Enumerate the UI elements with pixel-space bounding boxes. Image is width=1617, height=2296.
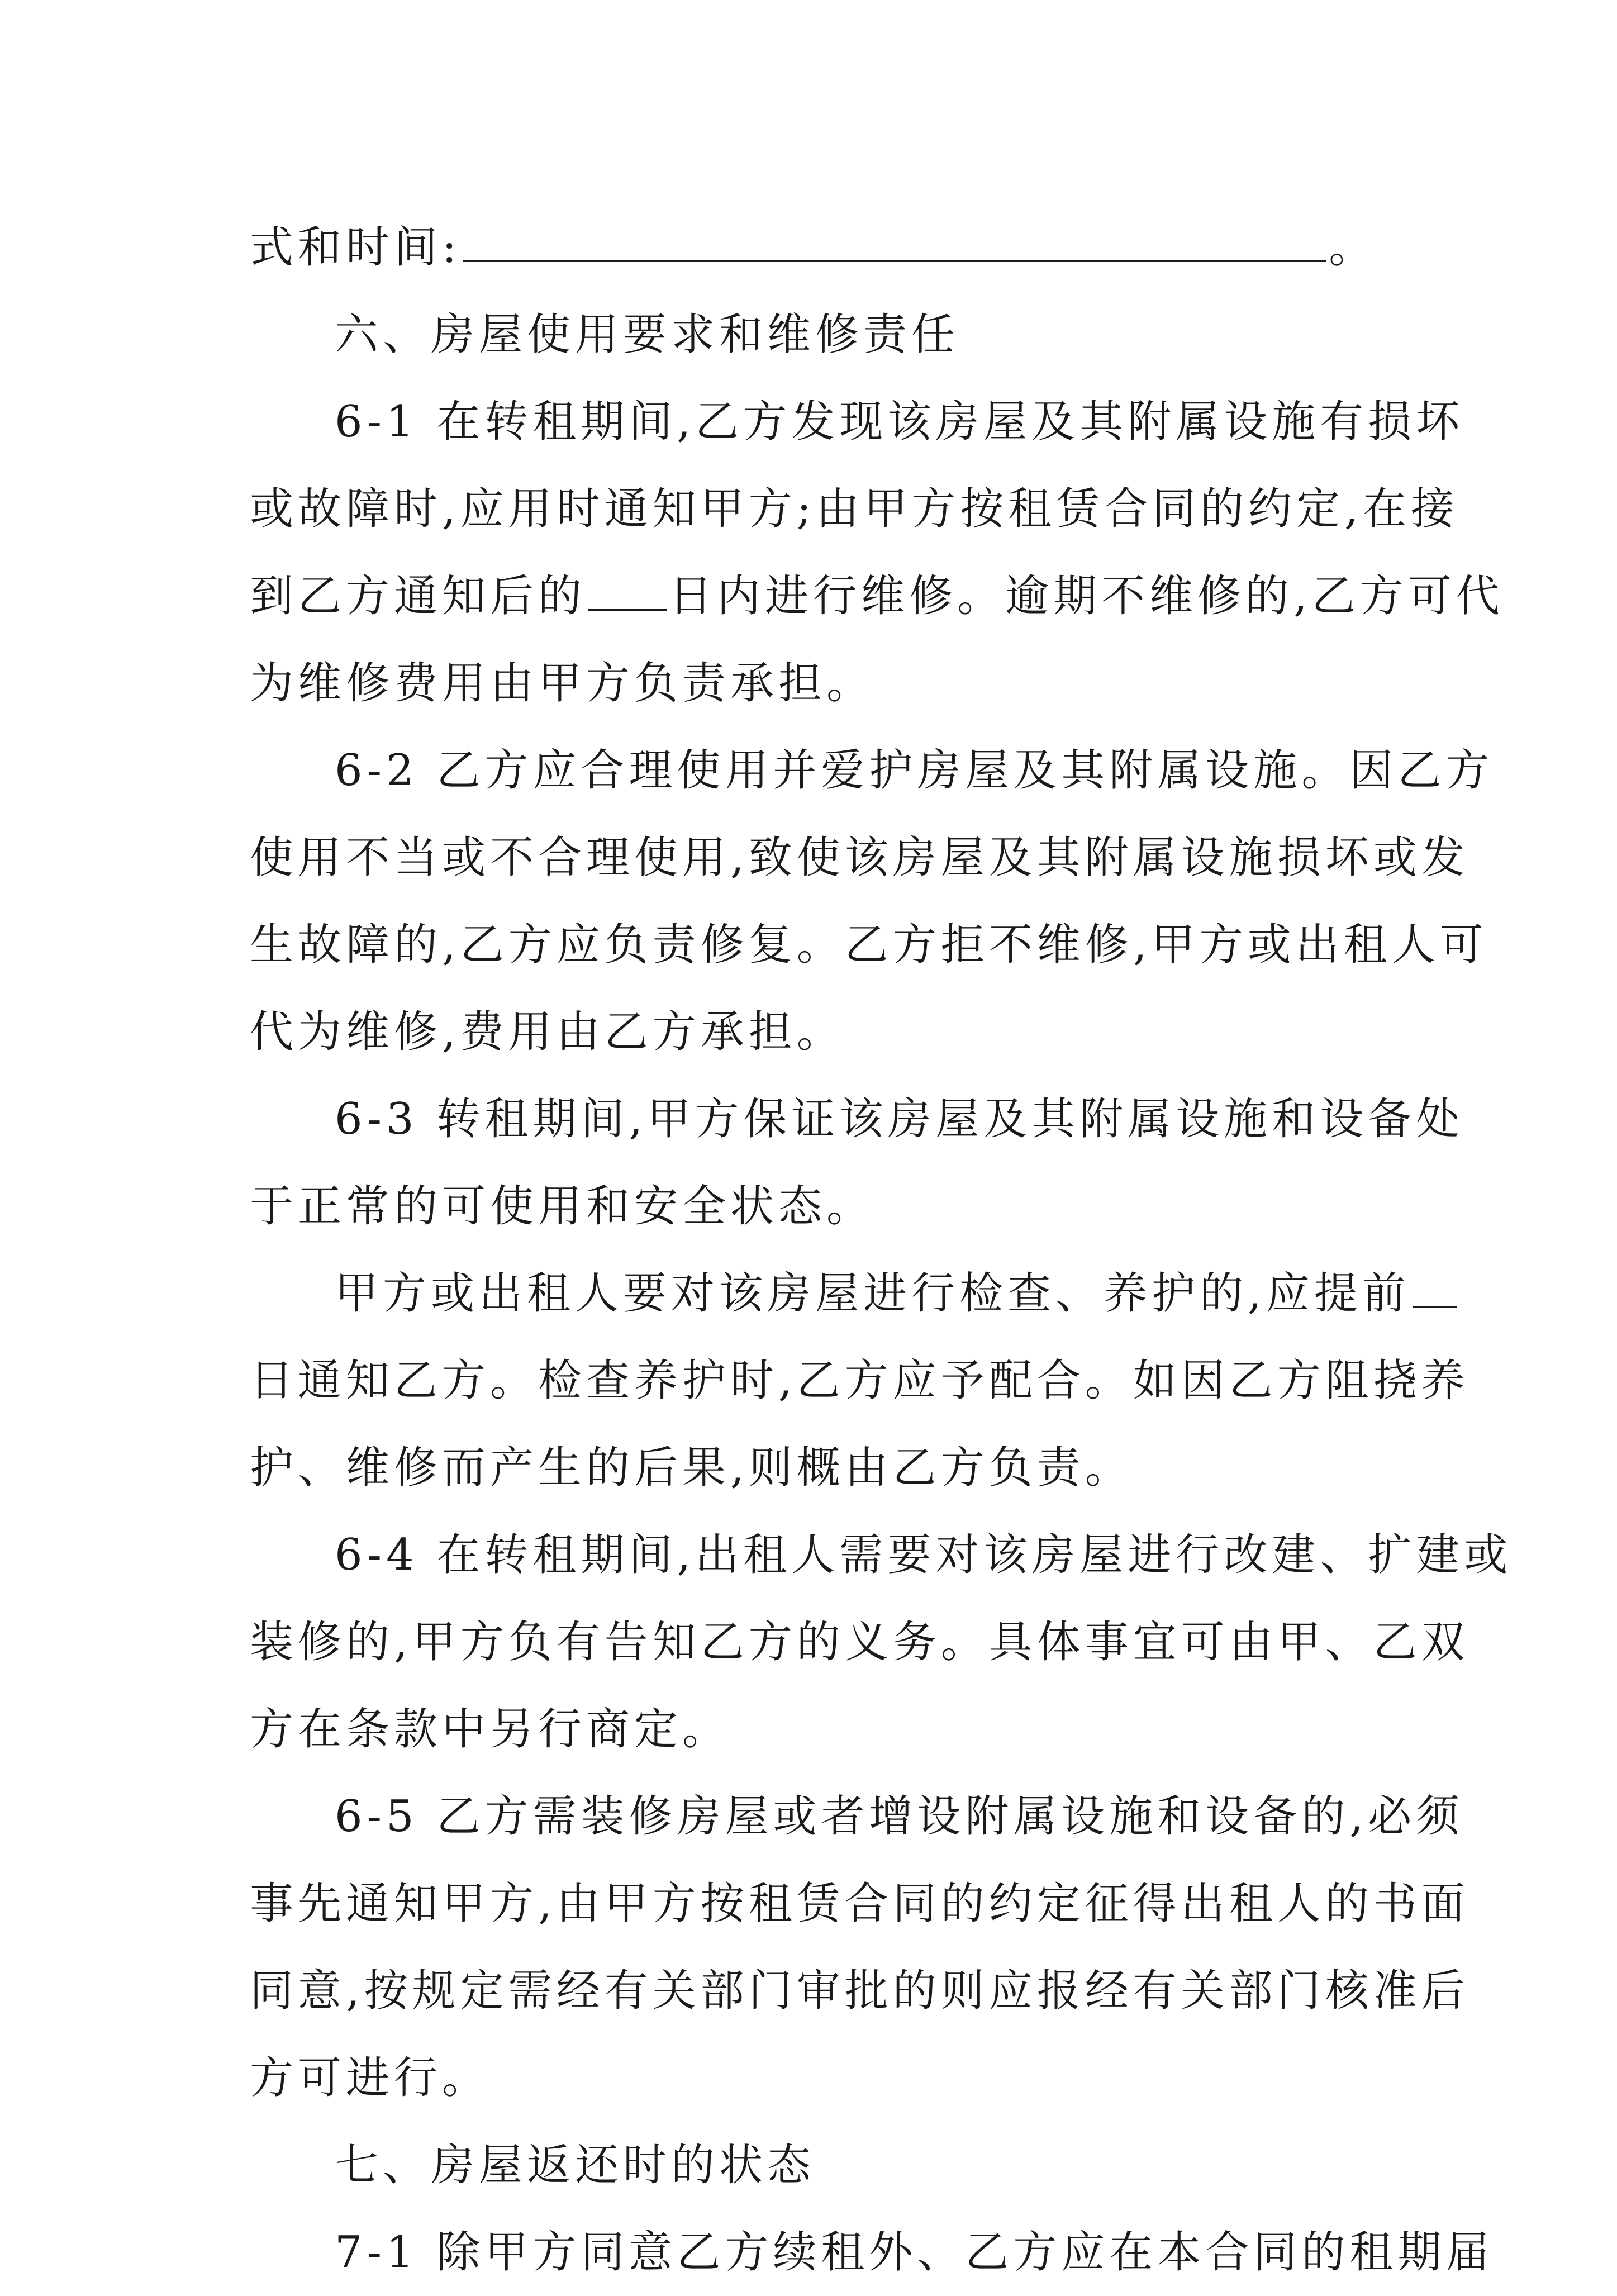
text-line: 生故障的,乙方应负责修复。乙方拒不维修,甲方或出租人可 xyxy=(250,920,1488,970)
text-line: 为维修费用由甲方负责承担。 xyxy=(250,658,875,709)
fill-in-blank xyxy=(463,225,1326,262)
text-line: 方在条款中另行商定。 xyxy=(250,1704,731,1755)
text-line: 使用不当或不合理使用,致使该房屋及其附属设施损坏或发 xyxy=(250,833,1469,883)
line-text: 到乙方通知后的 xyxy=(250,571,587,621)
text-line: 6-5 乙方需装修房屋或者增设附属设施和设备的,必须 xyxy=(335,1791,1464,1842)
text-line: 6-1 在转租期间,乙方发现该房屋及其附属设施有损坏 xyxy=(335,397,1464,447)
section-heading: 七、房屋返还时的状态 xyxy=(335,2140,816,2190)
text-line: 方可进行。 xyxy=(250,2053,491,2103)
line-text: 式和时间: xyxy=(250,222,462,273)
line-text: 。 xyxy=(1329,222,1377,273)
text-line: 事先通知甲方,由甲方按租赁合同的约定征得出租人的书面 xyxy=(250,1879,1469,1929)
text-line: 装修的,甲方负有告知乙方的义务。具体事宜可由甲、乙双 xyxy=(250,1617,1469,1667)
line-text: 甲方或出租人要对该房屋进行检查、养护的,应提前 xyxy=(335,1268,1410,1319)
text-line: 6-3 转租期间,甲方保证该房屋及其附属设施和设备处 xyxy=(335,1094,1464,1144)
section-heading: 六、房屋使用要求和维修责任 xyxy=(335,310,960,360)
text-line xyxy=(250,204,1384,291)
fill-in-blank xyxy=(588,574,667,611)
text-line: 护、维修而产生的后果,则概由乙方负责。 xyxy=(250,1443,1133,1493)
text-line: 日通知乙方。检查养护时,乙方应予配合。如因乙方阻挠养 xyxy=(250,1356,1469,1406)
text-line: 6-4 在转租期间,出租人需要对该房屋进行改建、扩建或 xyxy=(335,1530,1513,1580)
text-line: 7-1 除甲方同意乙方续租外、乙方应在本合同的租期届 xyxy=(335,2227,1494,2278)
text-line xyxy=(250,553,1504,640)
text-line: 于正常的可使用和安全状态。 xyxy=(250,1181,875,1232)
text-line: 6-2 乙方应合理使用并爱护房屋及其附属设施。因乙方 xyxy=(335,745,1494,796)
contract-body xyxy=(250,204,1513,2296)
fill-in-blank xyxy=(1413,1271,1457,1308)
line-text: 日内进行维修。逾期不维修的,乙方可代 xyxy=(669,571,1504,621)
text-line: 代为维修,费用由乙方承担。 xyxy=(250,1007,845,1057)
text-line: 或故障时,应用时通知甲方;由甲方按租赁合同的约定,在接 xyxy=(250,484,1459,534)
text-line xyxy=(250,1250,1410,1337)
text-line: 同意,按规定需经有关部门审批的则应报经有关部门核准后 xyxy=(250,1966,1469,2016)
